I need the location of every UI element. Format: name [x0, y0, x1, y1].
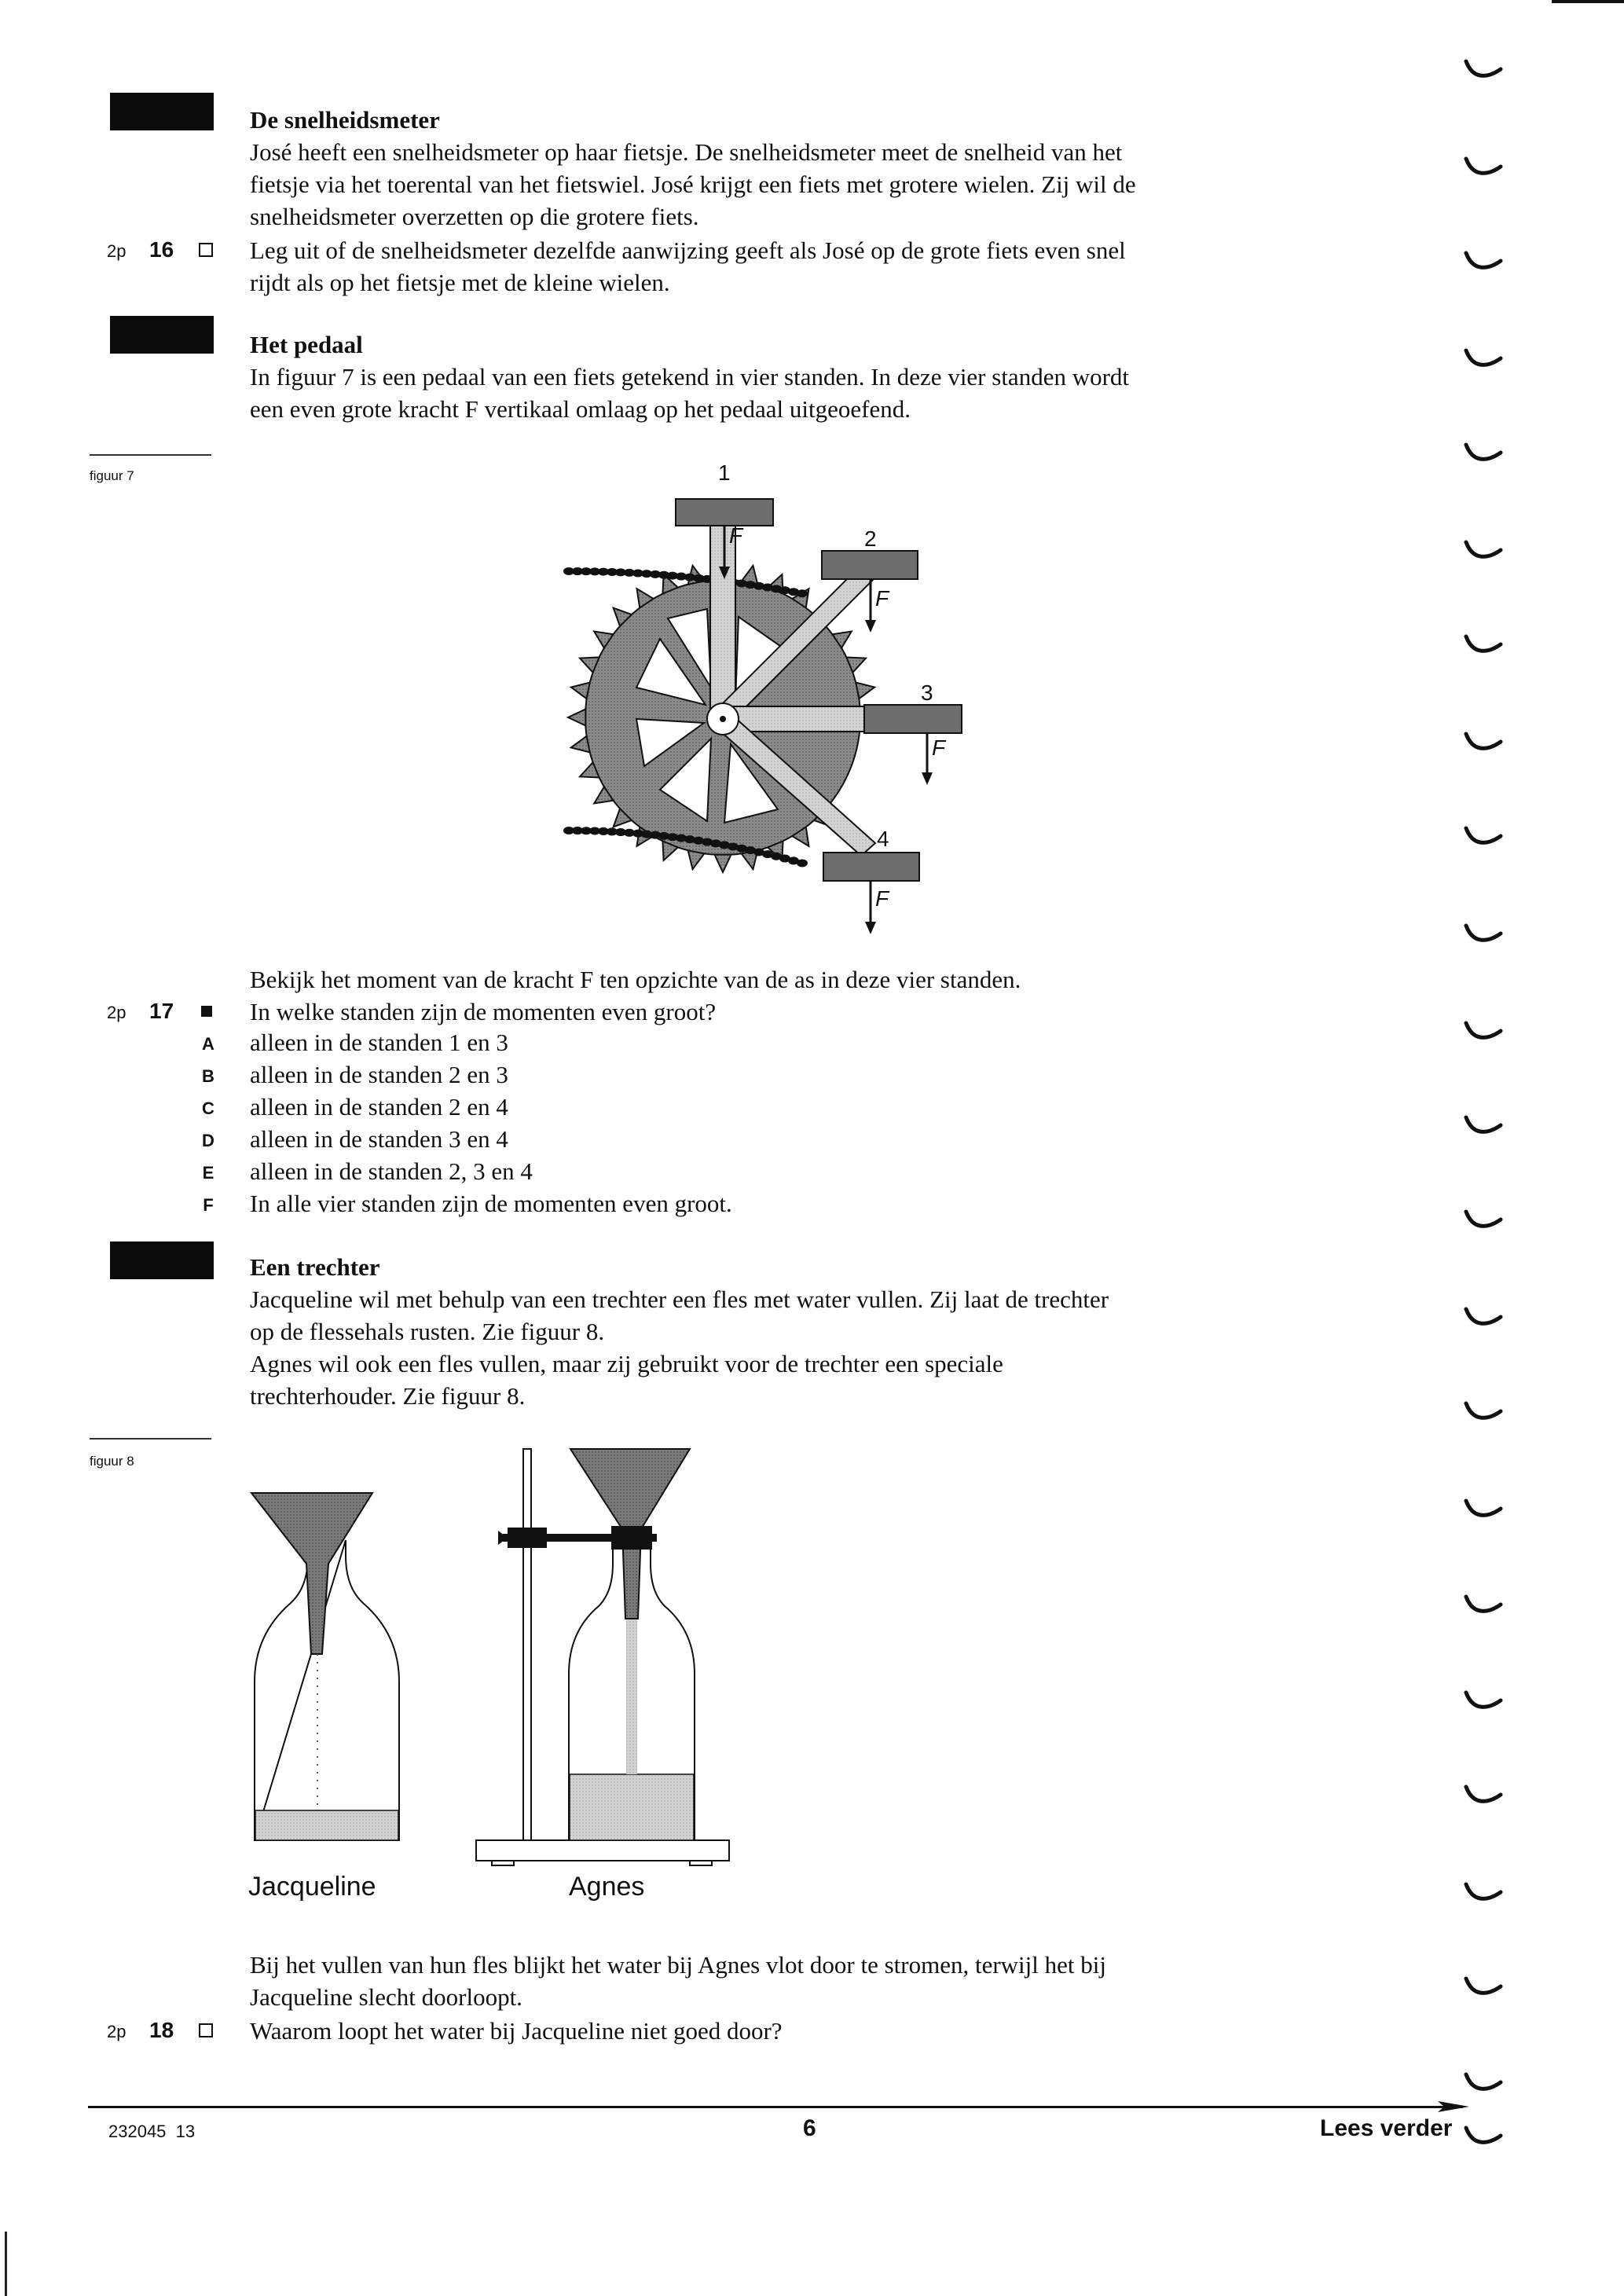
position-label-4: 4 [877, 827, 889, 851]
force-label: F [729, 523, 743, 548]
question-16-text [250, 234, 1334, 299]
section-marker [110, 93, 214, 130]
section-title: De snelheidsmeter [250, 106, 440, 134]
intro-line: Agnes wil ook een fles vullen, maar zij gebruikt voor de trechter een speciale [250, 1350, 1003, 1377]
option-letter: D [202, 1131, 214, 1150]
figure-7-label: figuur 7 [90, 468, 134, 483]
question-17-text: In welke standen zijn de momenten even groot? [250, 998, 717, 1025]
axle [707, 703, 739, 735]
multiple-choice-box-icon [201, 1006, 212, 1017]
chain-link [797, 859, 808, 867]
check-mark-icon [1461, 729, 1509, 761]
intro-line: fietsje via het toerental van het fietswiel. José krijgt een fiets met grotere wielen. Zij wil de [250, 171, 1136, 198]
question-line: Leg uit of de snelheidsmeter dezelfde aanwijzing geeft als José op de grote fiets even snel [250, 237, 1126, 264]
check-mark-icon [1461, 1782, 1509, 1814]
figure-8-funnel-diagram [236, 1438, 754, 1902]
intro-line: op de flessehals rusten. Zie figuur 8. [250, 1318, 605, 1345]
chain-link [797, 589, 808, 597]
check-mark-icon [1461, 2123, 1509, 2155]
points: 2p [107, 2022, 126, 2041]
water-stream [626, 1619, 637, 1774]
intro-line: In figuur 7 is een pedaal van een fiets getekend in vier standen. In deze vier standen wordt [250, 363, 1130, 391]
lead-line: Jacqueline slecht doorloopt. [250, 1983, 522, 2011]
check-mark-icon [1461, 1592, 1509, 1623]
force-label: F [875, 586, 889, 611]
check-mark-icon [1461, 632, 1509, 663]
left-edge-mark [5, 2232, 7, 2296]
option-letter: B [202, 1066, 214, 1086]
water-level [255, 1810, 398, 1840]
intro-line: snelheidsmeter overzetten op die grotere fiets. [250, 203, 699, 230]
jacqueline-setup [251, 1493, 399, 1840]
check-mark-icon [1461, 1113, 1509, 1144]
gear-tooth [688, 850, 705, 869]
section-marker [110, 316, 214, 354]
check-mark-icon [1461, 1496, 1509, 1528]
gear-tooth [568, 710, 585, 726]
figure-rule [90, 454, 211, 456]
open-question-box-icon [199, 2023, 213, 2037]
intro-line: trechterhouder. Zie figuur 8. [250, 1382, 526, 1410]
clamp-ring [611, 1526, 652, 1550]
option-letter: A [202, 1034, 214, 1054]
check-mark-icon [1461, 921, 1509, 952]
gear-tooth [571, 683, 590, 699]
section-pedaal [250, 328, 1334, 425]
check-mark-icon [1461, 537, 1509, 569]
option-text: In alle vier standen zijn de momenten even groot. [250, 1190, 732, 1217]
section-marker [110, 1242, 214, 1279]
footer-code: 232045 13 [108, 2122, 196, 2141]
position-label-2: 2 [864, 526, 877, 551]
water-level [570, 1774, 694, 1840]
question-number: 17 [149, 999, 174, 1023]
figure-7-pedal-diagram [550, 452, 990, 947]
force-label: F [932, 735, 946, 760]
check-mark-icon [1461, 1399, 1509, 1430]
points: 2p [107, 241, 126, 261]
force-label: F [875, 886, 889, 911]
stand-rod [523, 1449, 531, 1840]
check-mark-icon [1461, 1688, 1509, 1719]
check-mark-icon [1461, 248, 1509, 280]
question-number: 16 [149, 237, 174, 262]
option-text: alleen in de standen 2, 3 en 4 [250, 1157, 533, 1185]
question-line: rijdt als op het fietsje met de kleine wielen. [250, 269, 670, 296]
question-17-lead: Bekijk het moment van de kracht F ten opzichte van de as in deze vier standen. [250, 966, 1021, 993]
question-number: 18 [149, 2018, 174, 2042]
corner-mark [1552, 0, 1624, 3]
check-mark-icon [1461, 346, 1509, 377]
question-18-text: Waarom loopt het water bij Jacqueline niet goed door? [250, 2017, 783, 2045]
check-mark-icon [1461, 1880, 1509, 1911]
check-mark-icon [1461, 1304, 1509, 1336]
section-snelheidsmeter [250, 104, 1334, 233]
option-letter: F [203, 1195, 214, 1215]
check-mark-icon [1461, 823, 1509, 855]
stand-base [476, 1840, 729, 1861]
agnes-setup [476, 1449, 729, 1865]
intro-line: José heeft een snelheidsmeter op haar fietsje. De snelheidsmeter meet de snelheid van het [250, 138, 1123, 166]
question-18-lead [250, 1949, 1334, 2013]
position-label-3: 3 [921, 680, 933, 705]
funnel [251, 1493, 372, 1654]
option-text: alleen in de standen 3 en 4 [250, 1125, 508, 1153]
section-title: Het pedaal [250, 331, 363, 358]
continue-label: Lees verder [1320, 2115, 1453, 2141]
gear-tooth [571, 736, 590, 753]
lead-line: Bij het vullen van hun fles blijkt het water bij Agnes vlot door te stromen, terwijl het bij [250, 1951, 1106, 1979]
check-mark-icon [1461, 1974, 1509, 2005]
position-label-1: 1 [718, 460, 731, 485]
option-text: alleen in de standen 2 en 4 [250, 1093, 508, 1120]
page-number: 6 [803, 2115, 816, 2141]
open-question-box-icon [199, 243, 213, 257]
intro-line: Jacqueline wil met behulp van een trechter een fles met water vullen. Zij laat de trechter [250, 1286, 1109, 1313]
figure-8-label: figuur 8 [90, 1454, 134, 1469]
points: 2p [107, 1003, 126, 1022]
section-trechter [250, 1251, 1334, 1412]
caption-jacqueline: Jacqueline [248, 1872, 376, 1902]
caption-agnes: Agnes [569, 1872, 645, 1902]
figure-rule [90, 1438, 211, 1440]
gear-tooth [715, 855, 731, 872]
option-letter: C [202, 1098, 214, 1118]
check-mark-icon [1461, 1018, 1509, 1050]
check-mark-icon [1461, 440, 1509, 471]
check-mark-icon [1461, 1207, 1509, 1238]
check-mark-icon [1461, 2070, 1509, 2101]
option-letter: E [202, 1163, 214, 1183]
check-mark-icon [1461, 57, 1509, 88]
intro-line: een even grote kracht F vertikaal omlaag op het pedaal uitgeoefend. [250, 395, 911, 423]
option-text: alleen in de standen 1 en 3 [250, 1029, 508, 1056]
check-mark-icon [1461, 154, 1509, 185]
footer-rule [88, 2106, 1463, 2108]
gear-tooth [856, 683, 874, 699]
option-text: alleen in de standen 2 en 3 [250, 1061, 508, 1088]
section-title: Een trechter [250, 1253, 380, 1281]
